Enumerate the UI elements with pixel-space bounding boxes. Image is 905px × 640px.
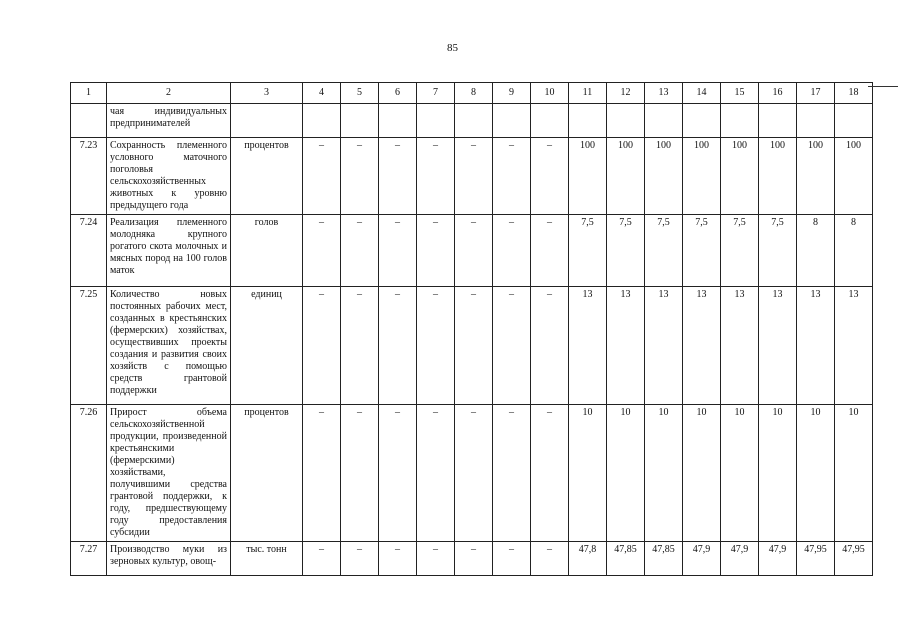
table-row	[71, 104, 873, 138]
value-cell: 7,5	[645, 215, 683, 287]
value-cell: –	[341, 138, 379, 215]
column-header: 9	[493, 83, 531, 104]
value-cell: 13	[683, 287, 721, 405]
value-cell: 100	[835, 138, 873, 215]
column-header: 5	[341, 83, 379, 104]
column-header: 17	[797, 83, 835, 104]
value-cell: –	[493, 138, 531, 215]
value-cell: –	[493, 405, 531, 542]
value-cell: –	[531, 542, 569, 576]
value-cell: 10	[683, 405, 721, 542]
value-cell: –	[303, 215, 341, 287]
value-cell: 10	[569, 405, 607, 542]
value-cell: 100	[569, 138, 607, 215]
value-cell: 8	[797, 215, 835, 287]
value-cell: 7,5	[721, 215, 759, 287]
value-cell: –	[341, 542, 379, 576]
table-header-row	[71, 83, 873, 104]
row-number	[71, 104, 107, 138]
row-number: 7.24	[71, 215, 107, 287]
column-header: 8	[455, 83, 493, 104]
value-cell: 7,5	[607, 215, 645, 287]
column-header: 15	[721, 83, 759, 104]
value-cell: 47,85	[607, 542, 645, 576]
value-cell: 13	[721, 287, 759, 405]
value-cell: 100	[721, 138, 759, 215]
indicator-name: чая индивидуальных предпринимателей	[107, 104, 231, 138]
column-header: 3	[231, 83, 303, 104]
value-cell	[417, 104, 455, 138]
value-cell: 13	[569, 287, 607, 405]
unit-of-measure	[231, 104, 303, 138]
value-cell: –	[531, 405, 569, 542]
row-number: 7.27	[71, 542, 107, 576]
value-cell	[493, 104, 531, 138]
table-row	[71, 138, 873, 215]
row-number: 7.26	[71, 405, 107, 542]
value-cell: –	[455, 215, 493, 287]
value-cell	[797, 104, 835, 138]
value-cell: 7,5	[683, 215, 721, 287]
column-header: 1	[71, 83, 107, 104]
column-header: 4	[303, 83, 341, 104]
value-cell: 13	[645, 287, 683, 405]
table-row	[71, 542, 873, 576]
value-cell	[379, 104, 417, 138]
value-cell: –	[455, 542, 493, 576]
unit-of-measure: единиц	[231, 287, 303, 405]
value-cell	[531, 104, 569, 138]
value-cell	[835, 104, 873, 138]
value-cell: 10	[797, 405, 835, 542]
value-cell: 47,9	[721, 542, 759, 576]
value-cell: 47,9	[759, 542, 797, 576]
value-cell: –	[379, 138, 417, 215]
column-header: 6	[379, 83, 417, 104]
column-header: 18	[835, 83, 873, 104]
value-cell: –	[417, 215, 455, 287]
column-header: 7	[417, 83, 455, 104]
indicator-name: Производство муки из зерновых культур, овощ-	[107, 542, 231, 576]
value-cell: 8	[835, 215, 873, 287]
value-cell: –	[455, 287, 493, 405]
value-cell: –	[417, 542, 455, 576]
indicator-name: Реализация племенного молодняка крупного рогатого скота молочных и мясных пород на 100 голов маток	[107, 215, 231, 287]
value-cell: 10	[835, 405, 873, 542]
value-cell: –	[379, 287, 417, 405]
value-cell: –	[417, 287, 455, 405]
value-cell	[455, 104, 493, 138]
column-header: 12	[607, 83, 645, 104]
indicator-name: Прирост объема сельскохозяйственной продукции, произведенной крестьянскими (фермерскими) хозяйствами, получившими средства грантовой поддержки, к году, предшествующему году предоставления субсидии	[107, 405, 231, 542]
value-cell: –	[379, 405, 417, 542]
indicators-table	[70, 82, 873, 576]
value-cell: –	[455, 138, 493, 215]
value-cell	[645, 104, 683, 138]
value-cell	[303, 104, 341, 138]
indicator-name: Сохранность племенного условного маточного поголовья сельскохозяйственных животных к уровню предыдущего года	[107, 138, 231, 215]
indicator-name: Количество новых постоянных рабочих мест, созданных в крестьянских (фермерских) хозяйствах, осуществивших проекты создания и развития своих хозяйств с помощью средств грантовой поддержки	[107, 287, 231, 405]
column-header: 11	[569, 83, 607, 104]
value-cell: –	[493, 542, 531, 576]
value-cell: 100	[759, 138, 797, 215]
row-number: 7.23	[71, 138, 107, 215]
column-header: 2	[107, 83, 231, 104]
table-row	[71, 287, 873, 405]
value-cell: –	[303, 405, 341, 542]
value-cell: 10	[759, 405, 797, 542]
value-cell: 100	[797, 138, 835, 215]
value-cell: –	[531, 215, 569, 287]
table-row	[71, 215, 873, 287]
value-cell: –	[455, 405, 493, 542]
value-cell	[341, 104, 379, 138]
unit-of-measure: процентов	[231, 138, 303, 215]
value-cell: 13	[759, 287, 797, 405]
scan-artifact-line	[868, 86, 898, 87]
value-cell: 47,95	[797, 542, 835, 576]
value-cell: 10	[607, 405, 645, 542]
value-cell: 10	[645, 405, 683, 542]
value-cell: 13	[835, 287, 873, 405]
value-cell: –	[379, 542, 417, 576]
value-cell: 13	[797, 287, 835, 405]
value-cell	[607, 104, 645, 138]
value-cell: –	[493, 215, 531, 287]
page-number: 85	[447, 42, 458, 54]
unit-of-measure: голов	[231, 215, 303, 287]
value-cell: –	[531, 287, 569, 405]
row-number: 7.25	[71, 287, 107, 405]
value-cell	[721, 104, 759, 138]
value-cell: –	[303, 542, 341, 576]
value-cell: –	[531, 138, 569, 215]
value-cell: –	[341, 215, 379, 287]
value-cell: 47,85	[645, 542, 683, 576]
value-cell: –	[341, 405, 379, 542]
value-cell: 100	[645, 138, 683, 215]
value-cell: 100	[683, 138, 721, 215]
value-cell	[569, 104, 607, 138]
value-cell: 47,95	[835, 542, 873, 576]
column-header: 13	[645, 83, 683, 104]
value-cell: –	[341, 287, 379, 405]
unit-of-measure: процентов	[231, 405, 303, 542]
value-cell: 7,5	[569, 215, 607, 287]
value-cell: –	[417, 405, 455, 542]
value-cell	[759, 104, 797, 138]
value-cell: 13	[607, 287, 645, 405]
value-cell: –	[379, 215, 417, 287]
value-cell	[683, 104, 721, 138]
value-cell: –	[493, 287, 531, 405]
column-header: 10	[531, 83, 569, 104]
value-cell: –	[303, 138, 341, 215]
value-cell: 47,9	[683, 542, 721, 576]
value-cell: 47,8	[569, 542, 607, 576]
value-cell: 100	[607, 138, 645, 215]
unit-of-measure: тыс. тонн	[231, 542, 303, 576]
value-cell: –	[303, 287, 341, 405]
column-header: 16	[759, 83, 797, 104]
value-cell: 10	[721, 405, 759, 542]
value-cell: –	[417, 138, 455, 215]
value-cell: 7,5	[759, 215, 797, 287]
table-row	[71, 405, 873, 542]
column-header: 14	[683, 83, 721, 104]
